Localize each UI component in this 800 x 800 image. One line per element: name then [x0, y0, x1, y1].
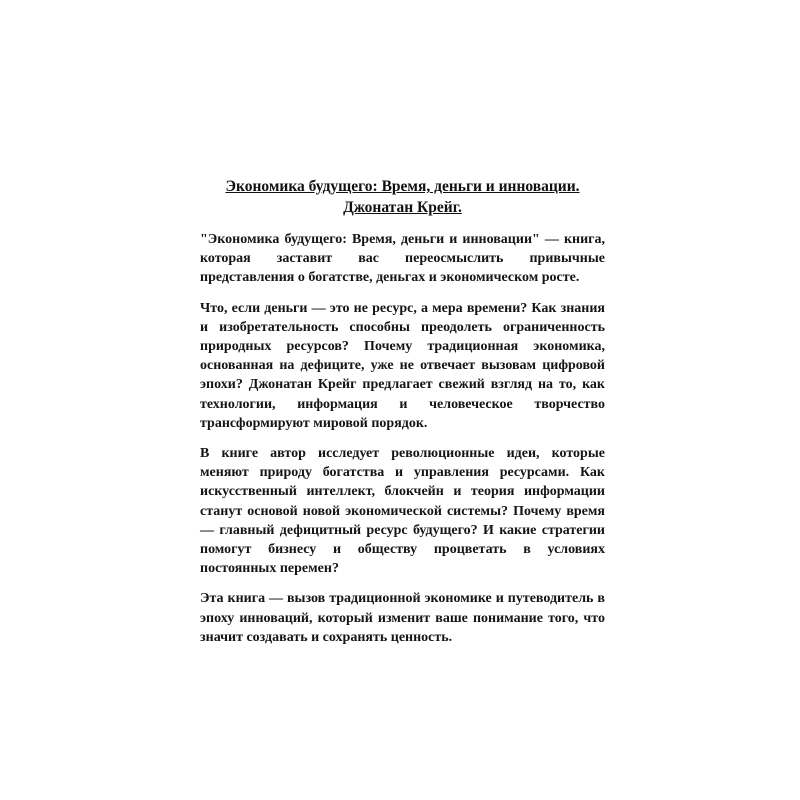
paragraph-ideas: В книге автор исследует революционные идеи, которые меняют природу богатства и управления ресурсами. Как искусственный интеллект, блокчейн и теория информации станут основой новой экономической системы? Почему время — главный дефицитный ресурс будущего? И какие стратегии помогут бизнесу и обществу процветать в условиях постоянных перемен? — [200, 446, 605, 577]
document-title — [200, 176, 605, 218]
paragraph-questions: Что, если деньги — это не ресурс, а мера времени? Как знания и изобретательность способны преодолеть ограниченность природных ресурсов? Почему традиционная экономика, основанная на дефиците, уже не отвечает вызовам цифровой эпохи? Джонатан Крейг предлагает свежий взгляд на то, как технологии, информация и человеческое творчество трансформируют мировой порядок. — [200, 300, 605, 431]
paragraph-conclusion: Эта книга — вызов традиционной экономике и путеводитель в эпоху инноваций, который изменит ваше понимание того, что значит создавать и сохранять ценность. — [200, 591, 605, 645]
paragraph-intro: "Экономика будущего: Время, деньги и инновации" — книга, которая заставит вас переосмыслить привычные представления о богатстве, деньгах и экономическом росте. — [200, 232, 605, 286]
title-line-1: Экономика будущего: Время, деньги и инновации. — [225, 178, 580, 195]
document-page — [200, 176, 605, 647]
title-line-2-author: Джонатан Крейг. — [343, 199, 462, 216]
